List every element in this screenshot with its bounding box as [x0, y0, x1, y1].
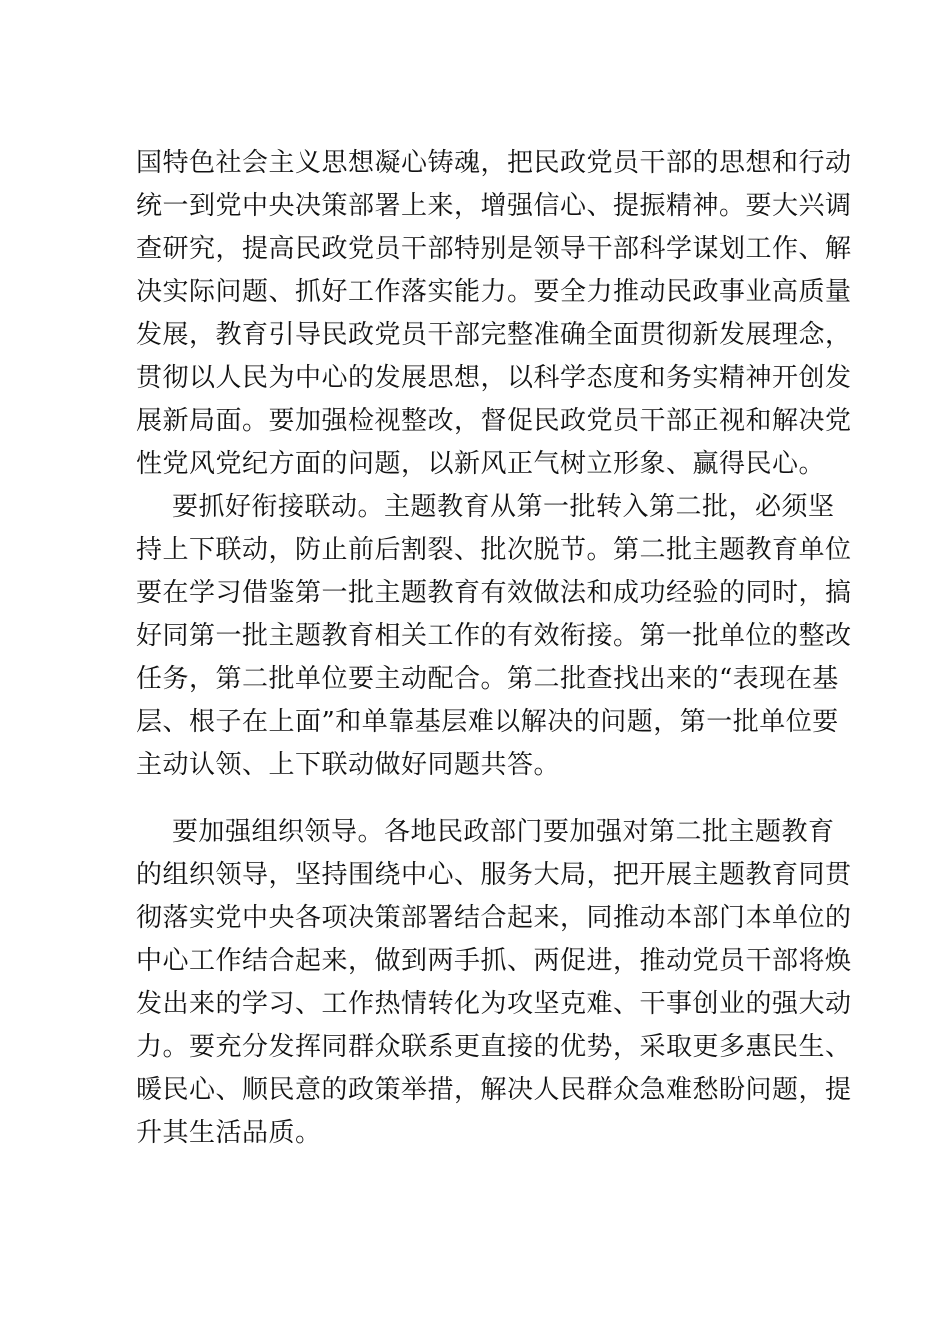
paragraph-2-line-5: 任务，第二批单位要主动配合。第二批查找出来的“表现在基: [136, 664, 839, 694]
paragraph-2-line-3: 要在学习借鉴第一批主题教育有效做法和成功经验的同时，搞: [136, 578, 852, 608]
paragraph-1-line-2: 统一到党中央决策部署上来，增强信心、提振精神。要大兴调: [136, 191, 852, 221]
paragraph-1-line-7: 展新局面。要加强检视整改，督促民政党员干部正视和解决党: [136, 406, 852, 436]
paragraph-3-line-4: 中心工作结合起来，做到两手抓、两促进，推动党员干部将焕: [136, 946, 852, 976]
paragraph-1-line-8: 性党风党纪方面的问题，以新风正气树立形象、赢得民心。: [136, 449, 826, 479]
paragraph-2-line-2: 持上下联动，防止前后割裂、批次脱节。第二批主题教育单位: [136, 535, 852, 565]
paragraph-2-line-6: 层、根子在上面”和单靠基层难以解决的问题，第一批单位要: [136, 707, 839, 737]
paragraph-3-line-1: 要加强组织领导。各地民政部门要加强对第二批主题教育: [172, 817, 835, 847]
paragraph-1-line-5: 发展，教育引导民政党员干部完整准确全面贯彻新发展理念，: [136, 320, 852, 350]
paragraph-1-line-6: 贯彻以人民为中心的发展思想，以科学态度和务实精神开创发: [136, 363, 852, 393]
paragraph-3-line-8: 升其生活品质。: [136, 1118, 322, 1148]
paragraph-3-line-3: 彻落实党中央各项决策部署结合起来，同推动本部门本单位的: [136, 903, 852, 933]
paragraph-3-line-7: 暖民心、顺民意的政策举措，解决人民群众急难愁盼问题，提: [136, 1075, 852, 1105]
paragraph-2-line-4: 好同第一批主题教育相关工作的有效衔接。第一批单位的整改: [136, 621, 852, 651]
paragraph-3-line-2: 的组织领导，坚持围绕中心、服务大局，把开展主题教育同贯: [136, 860, 852, 890]
paragraph-1-line-4: 决实际问题、抓好工作落实能力。要全力推动民政事业高质量: [136, 277, 852, 307]
paragraph-2-line-1: 要抓好衔接联动。主题教育从第一批转入第二批，必须坚: [172, 492, 835, 522]
paragraph-3-line-5: 发出来的学习、工作热情转化为攻坚克难、干事创业的强大动: [136, 989, 852, 1019]
paragraph-2-line-7: 主动认领、上下联动做好同题共答。: [136, 750, 561, 780]
paragraph-3-line-6: 力。要充分发挥同群众联系更直接的优势，采取更多惠民生、: [136, 1032, 852, 1062]
paragraph-1-line-3: 查研究，提高民政党员干部特别是领导干部科学谋划工作、解: [136, 234, 852, 264]
paragraph-1-line-1: 国特色社会主义思想凝心铸魂，把民政党员干部的思想和行动: [136, 148, 852, 178]
